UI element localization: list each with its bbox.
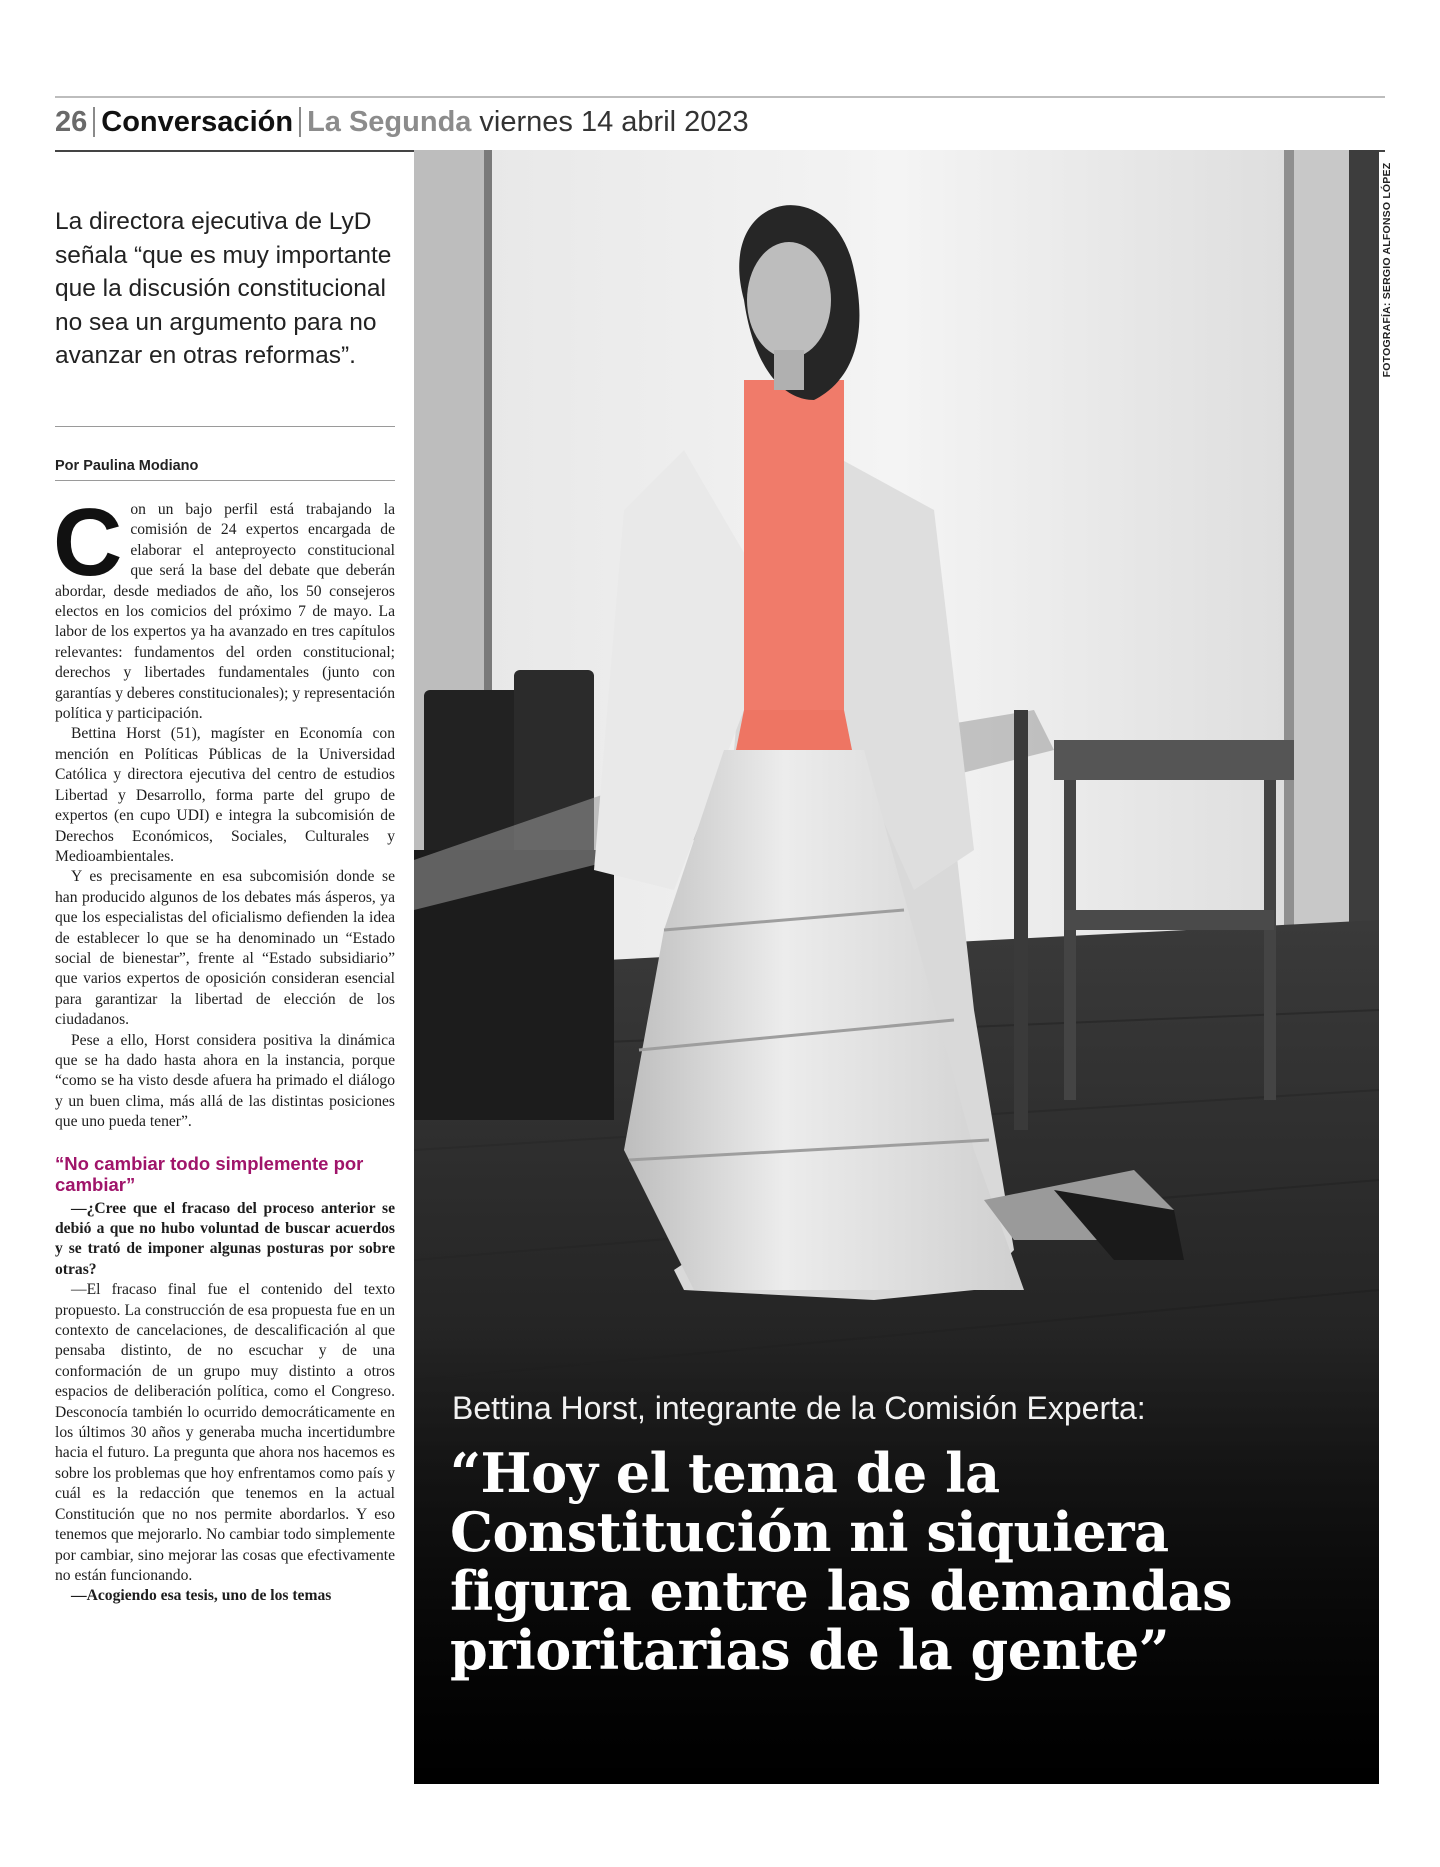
- drop-cap: C: [53, 489, 123, 596]
- section-name: Conversación: [101, 105, 294, 138]
- paragraph: Pese a ello, Horst considera positiva la dinámica que se ha dado hasta ahora en la instancia, porque “como se ha visto desde afuera ha primado el diálogo y un buen clima, más allá de las distintas posiciones que uno pueda tener”.: [55, 1031, 395, 1131]
- intro-summary: La directora ejecutiva de LyD señala “que es muy importante que la discusión constitucional no sea un argumento para no avanzar en otras reformas”.: [55, 208, 392, 369]
- paragraph: Y es precisamente en esa subcomisión donde se han producido algunos de los debates más ásperos, ya que los especialistas del oficialismo defienden la idea de establecer lo que se ha denominado un “Estado social de bienestar”, frente al “Estado subsidiario” que varios expertos de oposición consideran esencial para garantizar la libertad de elección de los ciudadanos.: [55, 868, 395, 1029]
- divider: [55, 426, 395, 427]
- header-divider: [93, 107, 95, 137]
- paragraph: [53, 489, 395, 724]
- divider: [55, 480, 395, 481]
- headline: “Hoy el tema de la Constitución ni siquiera figura entre las demandas prioritarias de la gente”: [450, 1441, 1233, 1682]
- top-rule: [55, 96, 1385, 98]
- publication-name: La Segunda: [307, 105, 472, 138]
- question: —¿Cree que el fracaso del proceso anterior se debió a que no hubo voluntad de buscar acuerdos y se trató de imponer algunas posturas por sobre otras?: [55, 1199, 395, 1278]
- photo-credit: [1374, 155, 1400, 385]
- question: —Acogiendo esa tesis, uno de los temas: [71, 1587, 332, 1605]
- answer: —El fracaso final fue el contenido del texto propuesto. La construcción de esa propuesta fue en un contexto de cancelaciones, de descalificación al que pensaba distinto, de no escuchar y de una conformación de un grupo muy distinto a otros espacios de deliberación política, como el Congreso. Desconocía también lo ocurrido democráticamente en los últimos 30 años y generaba mucha incertidumbre hacia el futuro. La pregunta que ahora nos hacemos es sobre los problemas que hoy enfrentamos como país y cuál es la redacción que tenemos en la actual Constitución que no nos permite abordarlos. Y eso tenemos que mejorarlo. No cambiar todo simplemente por cambiar, sino mejorar las cosas que efectivamente no están funcionando.: [55, 1281, 395, 1584]
- issue-date: viernes 14 abril 2023: [479, 105, 749, 138]
- headline-kicker: Bettina Horst, integrante de la Comisión Experta:: [452, 1390, 1146, 1426]
- subheading: “No cambiar todo simplemente por cambiar”: [55, 1152, 364, 1195]
- paragraph-text: on un bajo perfil está trabajando la comisión de 24 expertos encargada de elaborar el anteproyecto constitucional que será la base del debate que deberán abordar, desde mediados de año, los 50 consejeros electos en los comicios del próximo 7 de mayo. La labor de los expertos ya ha avanzado en tres capítulos relevantes: fundamentos del orden constitucional; derechos y libertades fundamentales (junto con garantías y deberes constitucionales); y representación política y participación.: [55, 501, 395, 723]
- page-header: [55, 104, 749, 140]
- page-number: 26: [55, 105, 88, 138]
- byline: Por Paulina Modiano: [55, 458, 199, 474]
- header-divider: [299, 107, 301, 137]
- paragraph: Bettina Horst (51), magíster en Economía con mención en Políticas Públicas de la Universidad Católica y directora ejecutiva del centro de estudios Libertad y Desarrollo, forma parte del grupo de expertos (en cupo UDI) e integra la subcomisión de Derechos Económicos, Sociales, Culturales y Medioambientales.: [55, 725, 395, 865]
- article-body: [53, 489, 395, 1607]
- photo-credit-text: FOTOGRAFÍA: SERGIO ALFONSO LÓPEZ: [1381, 162, 1393, 378]
